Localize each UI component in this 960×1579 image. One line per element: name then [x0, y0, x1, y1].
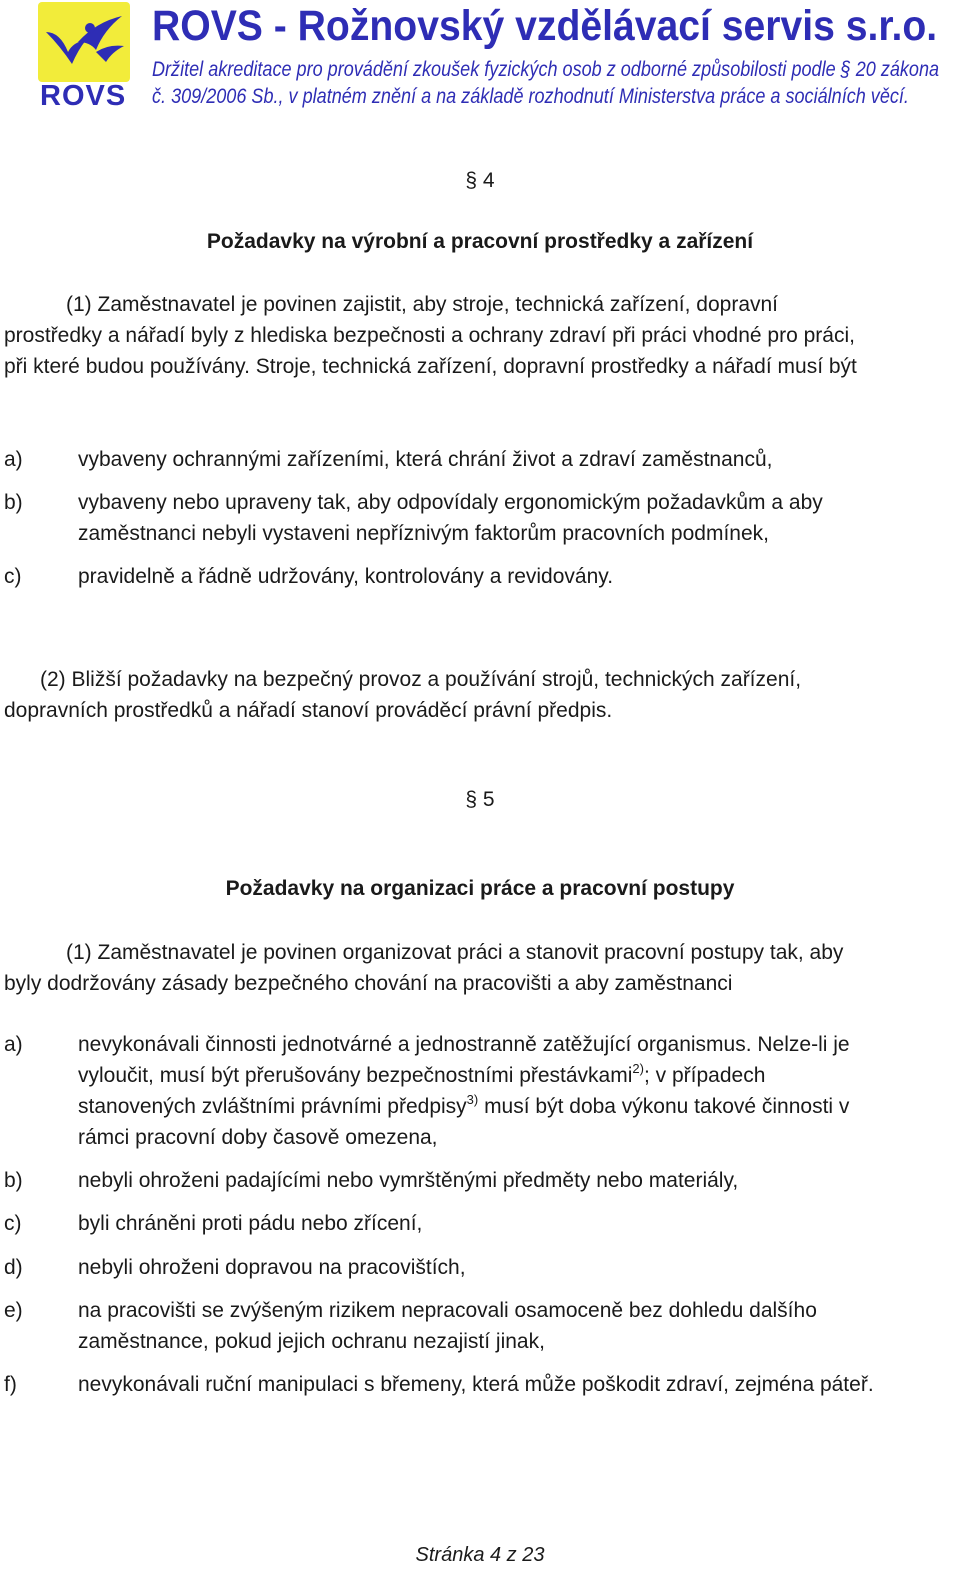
list-item-text: vybaveny ochrannými zařízeními, která chrání život a zdraví zaměstnanců,	[78, 448, 773, 471]
list-item-text: pravidelně a řádně udržovány, kontrolovány a revidovány.	[78, 565, 614, 588]
list-item-text: vybaveny nebo upraveny tak, aby odpovídaly ergonomickým požadavkům a aby	[78, 491, 823, 514]
footnote-ref: 2)	[632, 1061, 644, 1076]
section-4-paragraph-1	[4, 289, 954, 382]
section-4-sign: § 4	[465, 169, 495, 192]
list-item-text: nebyli ohroženi dopravou na pracovištích,	[78, 1256, 466, 1279]
accreditation-line-2: č. 309/2006 Sb., v platném znění a na základě rozhodnutí Ministerstva práce a sociálních věcí.	[152, 85, 909, 108]
list-item-label: c)	[4, 1212, 22, 1235]
logo-wordmark: ROVS	[40, 80, 127, 112]
list-item-text: stanovených zvláštními právními předpisy$^{3)}$ musí být doba výkonu takové činnosti v	[78, 1092, 850, 1118]
text-line: při které budou používány. Stroje, technická zařízení, dopravní prostředky a nářadí musí být	[4, 355, 857, 378]
list-item-text: zaměstnanci nebyli vystaveni nepříznivým faktorům pracovních podmínek,	[78, 522, 769, 545]
list-item-text: nevykonávali činnosti jednotvárné a jednostranně zatěžující organismus. Nelze-li je	[78, 1033, 850, 1056]
list-item-label: b)	[4, 1169, 23, 1192]
list-item-text: nebyli ohroženi padajícími nebo vymrštěnými předměty nebo materiály,	[78, 1169, 739, 1192]
list-item-label: a)	[4, 448, 23, 471]
list-item-label: b)	[4, 491, 23, 514]
list-item-label: f)	[4, 1373, 17, 1396]
text-line: prostředky a nářadí byly z hlediska bezpečnosti a ochrany zdraví při práci vhodné pro práci,	[4, 324, 855, 347]
section-5-heading: Požadavky na organizaci práce a pracovní postupy	[225, 877, 735, 900]
text-line: (1) Zaměstnavatel je povinen zajistit, aby stroje, technická zařízení, dopravní	[66, 293, 779, 316]
page-number: Stránka 4 z 23	[415, 1544, 545, 1566]
section-4-heading: Požadavky na výrobní a pracovní prostředky a zařízení	[206, 230, 754, 253]
list-item-text: rámci pracovní doby časově omezena,	[78, 1126, 438, 1149]
section-5-paragraph-1	[4, 937, 954, 999]
list-item-text: vyloučit, musí být přerušovány bezpečnostními přestávkami$^{2)}$; v případech	[78, 1061, 766, 1087]
text-line: dopravních prostředků a nářadí stanoví prováděcí právní předpis.	[4, 699, 613, 722]
footnote-ref: 3)	[466, 1092, 479, 1107]
text-line: (1) Zaměstnavatel je povinen organizovat práci a stanovit pracovní postupy tak, aby	[66, 941, 844, 964]
letterhead	[0, 0, 960, 120]
list-item-text: byli chráněni proti pádu nebo zřícení,	[78, 1212, 423, 1235]
section-4-paragraph-2	[4, 664, 954, 726]
list-item-label: e)	[4, 1299, 23, 1322]
list-item-label: a)	[4, 1033, 23, 1056]
list-item-text: na pracovišti se zvýšeným rizikem nepracovali osamoceně bez dohledu dalšího	[78, 1299, 817, 1322]
list-item-label: d)	[4, 1256, 23, 1279]
company-title: ROVS - Rožnovský vzdělávací servis s.r.o.	[152, 2, 938, 50]
section-5-sign: § 5	[465, 788, 495, 811]
text-line: (2) Bližší požadavky na bezpečný provoz a používání strojů, technických zařízení,	[40, 668, 802, 691]
text-line: byly dodržovány zásady bezpečného chování na pracovišti a aby zaměstnanci	[4, 972, 733, 995]
rovs-logo-icon	[38, 2, 130, 82]
accreditation-line-1: Držitel akreditace pro provádění zkoušek fyzických osob z odborné způsobilosti podle § 20 zákona	[152, 58, 940, 81]
list-item-text: nevykonávali ruční manipulaci s břemeny, která může poškodit zdraví, zejména páteř.	[78, 1373, 874, 1396]
list-item-text: zaměstnance, pokud jejich ochranu nezajistí jinak,	[78, 1330, 545, 1353]
list-item-label: c)	[4, 565, 22, 588]
